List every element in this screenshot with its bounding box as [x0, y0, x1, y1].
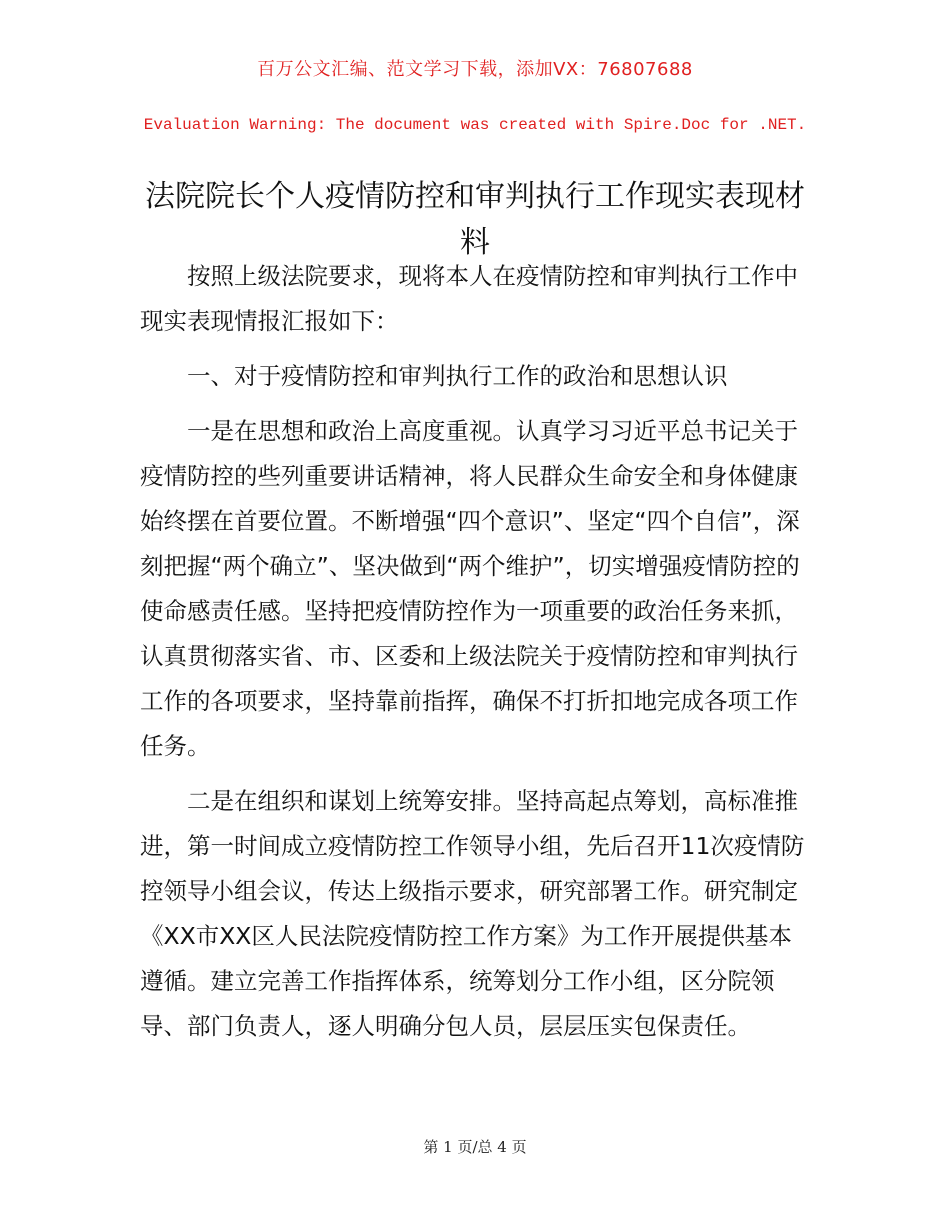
page-indicator: 第 1 页/总 4 页 [423, 1138, 527, 1156]
document-title: 法院院长个人疫情防控和审判执行工作现实表现材料 [145, 179, 805, 261]
paragraph-point-one: 一是在思想和政治上高度重视。认真学习习近平总书记关于疫情防控的些列重要讲话精神，将人民群众生命安全和身体健康始终摆在首要位置。不断增强“四个意识”、坚定“四个自信”，深刻把握“两个确立”、坚决做到“两个维护”，切实增强疫情防控的使命感责任感。坚持把疫情防控作为一项重要的政治任务来抓，认真贯彻落实省、市、区委和上级法院关于疫情防控和审判执行工作的各项要求，坚持靠前指挥，确保不打折扣地完成各项工作任务。 [140, 417, 800, 760]
promo-banner: 百万公文汇编、范文学习下载，添加VX：76807688 [257, 59, 693, 80]
section-heading: 一、对于疫情防控和审判执行工作的政治和思想认识 [187, 362, 728, 390]
paragraph-point-two: 二是在组织和谋划上统筹安排。坚持高起点筹划，高标准推进，第一时间成立疫情防控工作领导小组，先后召开11次疫情防控领导小组会议，传达上级指示要求，研究部署工作。研究制定《XX市XX区人民法院疫情防控工作方案》为工作开展提供基本遵循。建立完善工作指挥体系，统筹划分工作小组，区分院领导、部门负责人，逐人明确分包人员，层层压实包保责任。 [140, 787, 805, 1040]
paragraph-intro: 按照上级法院要求，现将本人在疫情防控和审判执行工作中现实表现情报汇报如下： [140, 262, 798, 335]
evaluation-warning: Evaluation Warning: The document was created with Spire.Doc for .NET. [143, 116, 807, 134]
document-body [140, 254, 812, 1059]
